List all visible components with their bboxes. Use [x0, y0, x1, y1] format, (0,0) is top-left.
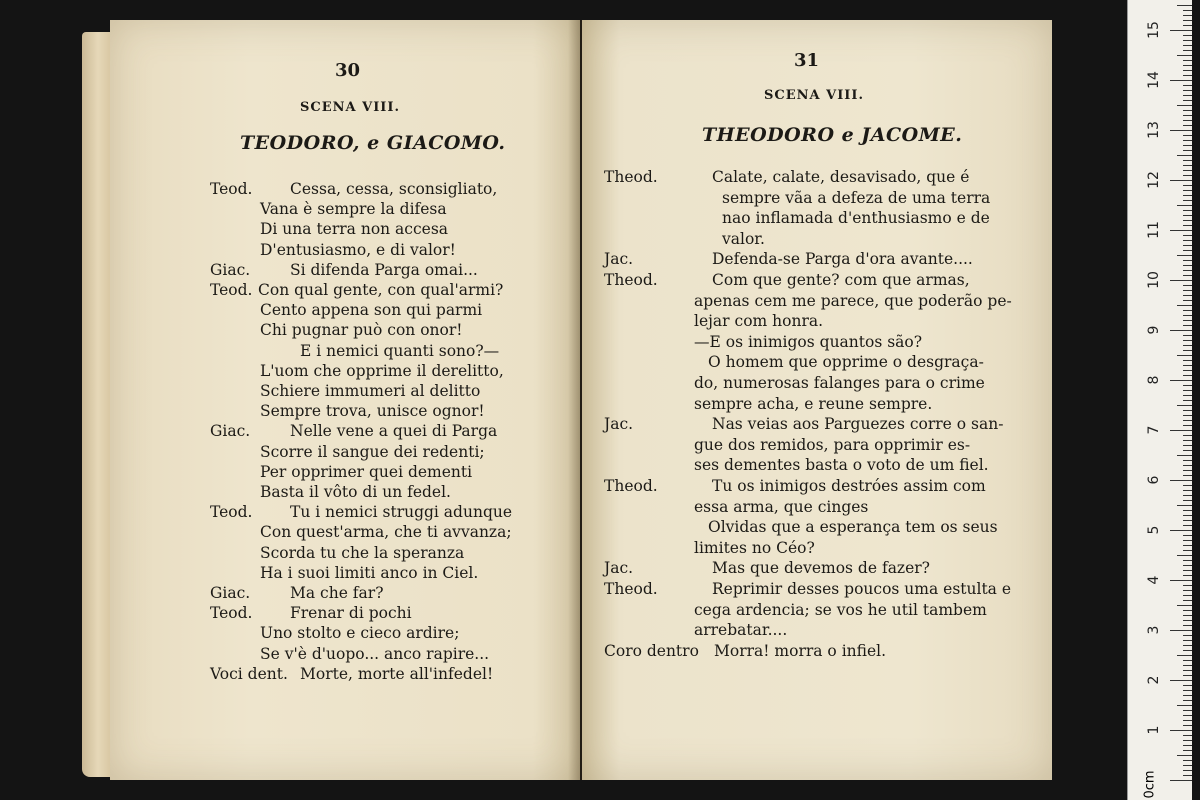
ruler-tick — [1183, 715, 1192, 716]
ruler-tick — [1183, 100, 1192, 101]
ruler-tick — [1183, 520, 1192, 521]
ruler-tick — [1183, 535, 1192, 536]
ruler-tick — [1183, 485, 1192, 486]
ruler-tick — [1183, 275, 1192, 276]
ruler-tick — [1183, 245, 1192, 246]
speaker-label: Giac. — [210, 260, 251, 279]
text-line: Vana è sempre la difesa — [260, 200, 447, 219]
speaker-label: Jac. — [604, 250, 634, 269]
text-line: —E os inimigos quantos são? — [694, 332, 923, 351]
ruler-tick — [1183, 310, 1192, 311]
ruler-tick — [1183, 70, 1192, 71]
text-line: do, numerosas falanges para o crime — [694, 374, 985, 392]
ruler-tick — [1183, 675, 1192, 676]
text-line: L'uom che opprime il derelitto, — [260, 361, 504, 380]
ruler-tick — [1183, 660, 1192, 661]
ruler-tick — [1170, 680, 1192, 681]
ruler-tick — [1183, 495, 1192, 496]
ruler-tick — [1177, 405, 1192, 406]
ruler-tick — [1183, 440, 1192, 441]
ruler-tick — [1183, 585, 1192, 586]
speaker-label: Jac. — [604, 415, 634, 434]
ruler-tick — [1183, 285, 1192, 286]
page-number: 31 — [794, 50, 820, 71]
ruler-tick — [1183, 160, 1192, 161]
text-line: Reprimir desses poucos uma estulta e — [712, 580, 1012, 598]
ruler-tick — [1177, 305, 1192, 306]
text-line: Morra! morra o infiel. — [714, 641, 887, 660]
ruler-tick — [1183, 125, 1192, 126]
ruler-tick — [1183, 410, 1192, 411]
ruler-tick — [1183, 220, 1192, 221]
ruler-tick — [1183, 710, 1192, 711]
ruler-tick — [1177, 355, 1192, 356]
ruler-tick — [1183, 575, 1192, 576]
ruler-tick — [1183, 165, 1192, 166]
text-line: Basta il vôto di un fedel. — [260, 483, 451, 501]
text-line: Scorda tu che la speranza — [260, 543, 465, 562]
ruler-tick — [1183, 35, 1192, 36]
left-page — [110, 20, 580, 780]
ruler-tick — [1183, 365, 1192, 366]
ruler-tick — [1170, 430, 1192, 431]
ruler-unit-label: 0cm — [1142, 770, 1158, 799]
ruler-tick — [1183, 170, 1192, 171]
ruler-tick — [1177, 605, 1192, 606]
ruler-tick — [1177, 555, 1192, 556]
ruler-tick — [1177, 505, 1192, 506]
ruler-tick — [1183, 250, 1192, 251]
ruler-tick — [1183, 290, 1192, 291]
ruler-tick — [1170, 380, 1192, 381]
ruler-tick — [1183, 770, 1192, 771]
ruler-tick — [1183, 525, 1192, 526]
ruler-tick — [1183, 735, 1192, 736]
ruler-tick — [1183, 325, 1192, 326]
ruler-tick — [1183, 590, 1192, 591]
ruler-tick — [1183, 540, 1192, 541]
speaker-label: Jac. — [604, 559, 634, 578]
speaker-label: Theod. — [604, 477, 658, 495]
ruler-tick — [1183, 65, 1192, 66]
ruler-number: 4 — [1146, 575, 1162, 585]
ruler-tick — [1183, 200, 1192, 201]
ruler-tick — [1183, 615, 1192, 616]
ruler-tick — [1183, 20, 1192, 21]
ruler-tick — [1177, 255, 1192, 256]
ruler-number: 13 — [1146, 121, 1162, 139]
ruler-tick — [1183, 600, 1192, 601]
ruler-tick — [1183, 395, 1192, 396]
ruler-tick — [1183, 90, 1192, 91]
text-line: nao inflamada d'enthusiasmo e de — [722, 209, 990, 228]
ruler-tick — [1183, 315, 1192, 316]
text-line: Defenda-se Parga d'ora avante.... — [712, 250, 973, 269]
ruler-tick — [1170, 730, 1192, 731]
text-line: valor. — [722, 229, 765, 248]
ruler-tick — [1183, 370, 1192, 371]
ruler-tick — [1183, 150, 1192, 151]
speaker-label: Teod. — [210, 180, 253, 198]
text-line: Cento appena son qui parmi — [260, 301, 483, 320]
right-page — [582, 20, 1052, 780]
ruler-tick — [1170, 80, 1192, 81]
ruler-tick — [1183, 75, 1192, 76]
ruler-tick — [1177, 205, 1192, 206]
ruler-tick — [1170, 280, 1192, 281]
text-line: Ha i suoi limiti anco in Ciel. — [260, 563, 479, 582]
ruler-tick — [1183, 110, 1192, 111]
ruler-tick — [1183, 345, 1192, 346]
text-line: essa arma, que cinges — [694, 497, 869, 516]
ruler-tick — [1183, 465, 1192, 466]
ruler-tick — [1183, 625, 1192, 626]
speaker-label: Teod. — [210, 281, 253, 299]
ruler-tick — [1183, 145, 1192, 146]
text-line: Con quest'arma, che ti avvanza; — [260, 523, 512, 542]
ruler-tick — [1170, 530, 1192, 531]
ruler-tick — [1177, 155, 1192, 156]
ruler-number: 1 — [1146, 725, 1162, 735]
text-line: Di una terra non accesa — [260, 220, 449, 239]
ruler-tick — [1183, 550, 1192, 551]
ruler-tick — [1183, 60, 1192, 61]
ruler-tick — [1183, 375, 1192, 376]
scene-title: SCENA VIII. — [764, 88, 864, 103]
ruler-tick — [1183, 50, 1192, 51]
ruler-number: 11 — [1146, 221, 1162, 239]
text-line: arrebatar.... — [694, 621, 788, 640]
ruler-tick — [1170, 780, 1192, 781]
ruler-tick — [1183, 10, 1192, 11]
ruler-tick — [1183, 470, 1192, 471]
ruler-tick — [1183, 360, 1192, 361]
ruler-number: 14 — [1146, 71, 1162, 89]
ruler-tick — [1170, 230, 1192, 231]
ruler-tick — [1170, 630, 1192, 631]
ruler-tick — [1183, 415, 1192, 416]
ruler-tick — [1183, 190, 1192, 191]
ruler-number: 7 — [1146, 425, 1162, 435]
ruler-tick — [1183, 240, 1192, 241]
ruler-tick — [1183, 120, 1192, 121]
speaker-label: Coro dentro — [604, 641, 699, 660]
ruler-tick — [1183, 450, 1192, 451]
ruler-tick — [1183, 185, 1192, 186]
text-line: Con qual gente, con qual'armi? — [258, 281, 504, 299]
open-book — [70, 12, 1070, 782]
text-line: Si difenda Parga omai... — [290, 260, 478, 279]
text-line: lejar com honra. — [694, 312, 824, 331]
ruler-tick — [1170, 180, 1192, 181]
text-line: Ma che far? — [290, 584, 384, 602]
ruler-tick — [1183, 40, 1192, 41]
text-line: Per opprimer quei dementi — [260, 462, 473, 481]
ruler-tick — [1183, 425, 1192, 426]
ruler-tick — [1183, 270, 1192, 271]
ruler-tick — [1183, 260, 1192, 261]
ruler-tick — [1177, 705, 1192, 706]
ruler-tick — [1170, 480, 1192, 481]
ruler-tick — [1183, 760, 1192, 761]
ruler-tick — [1183, 25, 1192, 26]
text-line: sempre acha, e reune sempre. — [694, 394, 933, 413]
ruler-number: 5 — [1146, 525, 1162, 535]
ruler-tick — [1183, 610, 1192, 611]
speaker-label: Giac. — [210, 422, 251, 441]
speaker-label: Voci dent. — [210, 664, 288, 683]
ruler-tick — [1183, 500, 1192, 501]
text-line: Tu i nemici struggi adunque — [290, 503, 513, 522]
ruler-tick — [1170, 580, 1192, 581]
ruler-tick — [1183, 670, 1192, 671]
text-line: Scorre il sangue dei redenti; — [260, 442, 485, 461]
scene-title: SCENA VIII. — [300, 100, 400, 115]
text-line: Sempre trova, unisce ognor! — [260, 402, 485, 421]
ruler-tick — [1177, 55, 1192, 56]
ruler-tick — [1183, 460, 1192, 461]
text-line: D'entusiasmo, e di valor! — [260, 240, 456, 259]
ruler-tick — [1183, 45, 1192, 46]
ruler-tick — [1183, 745, 1192, 746]
ruler-tick — [1183, 95, 1192, 96]
ruler-number: 2 — [1146, 675, 1162, 685]
ruler-tick — [1177, 455, 1192, 456]
ruler-tick — [1183, 400, 1192, 401]
ruler-tick — [1183, 620, 1192, 621]
ruler-number: 10 — [1146, 271, 1162, 289]
ruler-tick — [1183, 140, 1192, 141]
text-line: Com que gente? com que armas, — [712, 271, 970, 289]
ruler-tick — [1183, 300, 1192, 301]
measuring-ruler — [1127, 0, 1192, 800]
ruler-tick — [1183, 475, 1192, 476]
speaker-label: Giac. — [210, 584, 251, 602]
ruler-number: 9 — [1146, 325, 1162, 335]
ruler-tick — [1183, 515, 1192, 516]
ruler-tick — [1183, 335, 1192, 336]
ruler-tick — [1183, 765, 1192, 766]
ruler-tick — [1183, 225, 1192, 226]
ruler-tick — [1183, 390, 1192, 391]
ruler-tick — [1183, 720, 1192, 721]
ruler-tick — [1183, 560, 1192, 561]
text-line: ses dementes basta o voto de um fiel. — [694, 456, 989, 475]
ruler-tick — [1183, 740, 1192, 741]
ruler-tick — [1183, 195, 1192, 196]
text-line: Se v'è d'uopo... anco rapire... — [260, 644, 490, 663]
ruler-tick — [1177, 5, 1192, 6]
ruler-tick — [1170, 130, 1192, 131]
speaker-label: Teod. — [210, 503, 253, 522]
text-line: Mas que devemos de fazer? — [712, 559, 930, 578]
ruler-tick — [1183, 135, 1192, 136]
ruler-tick — [1183, 385, 1192, 386]
page-number: 30 — [335, 60, 361, 81]
ruler-tick — [1170, 330, 1192, 331]
text-line: Chi pugnar può con onor! — [260, 321, 463, 340]
ruler-number: 6 — [1146, 475, 1162, 485]
ruler-tick — [1177, 105, 1192, 106]
ruler-tick — [1183, 570, 1192, 571]
ruler-tick — [1183, 490, 1192, 491]
text-line: Calate, calate, desavisado, que é — [712, 168, 970, 186]
ruler-tick — [1183, 685, 1192, 686]
ruler-tick — [1183, 320, 1192, 321]
speaker-label: Theod. — [604, 168, 658, 186]
ruler-tick — [1183, 445, 1192, 446]
text-line: cega ardencia; se vos he util tambem — [694, 600, 987, 619]
ruler-tick — [1183, 510, 1192, 511]
ruler-tick — [1183, 420, 1192, 421]
ruler-tick — [1170, 30, 1192, 31]
ruler-tick — [1183, 690, 1192, 691]
text-line: Olvidas que a esperança tem os seus — [708, 518, 998, 537]
text-line: O homem que opprime o desgraça- — [708, 353, 984, 372]
ruler-tick — [1183, 635, 1192, 636]
ruler-number: 15 — [1146, 21, 1162, 39]
text-line: Morte, morte all'infedel! — [300, 664, 494, 683]
speaker-label: Teod. — [210, 604, 253, 623]
text-line: Uno stolto e cieco ardire; — [260, 624, 460, 643]
ruler-tick — [1183, 650, 1192, 651]
text-line: Cessa, cessa, sconsigliato, — [290, 180, 498, 198]
ruler-tick — [1183, 85, 1192, 86]
ruler-tick — [1183, 645, 1192, 646]
ruler-tick — [1183, 340, 1192, 341]
ruler-tick — [1183, 775, 1192, 776]
ruler-tick — [1183, 350, 1192, 351]
text-line: Nas veias aos Parguezes corre o san- — [712, 415, 1004, 434]
ruler-tick — [1183, 725, 1192, 726]
speaker-label: Theod. — [604, 580, 658, 598]
ruler-tick — [1183, 235, 1192, 236]
ruler-number: 12 — [1146, 171, 1162, 189]
ruler-tick — [1183, 215, 1192, 216]
ruler-tick — [1183, 750, 1192, 751]
ruler-number: 8 — [1146, 375, 1162, 385]
text-line: sempre vãa a defeza de uma terra — [722, 188, 991, 207]
ruler-tick — [1183, 15, 1192, 16]
ruler-tick — [1183, 435, 1192, 436]
ruler-tick — [1183, 695, 1192, 696]
ruler-tick — [1183, 700, 1192, 701]
ruler-tick — [1177, 755, 1192, 756]
text-line: Tu os inimigos destróes assim com — [712, 477, 986, 495]
scene-heading: THEODORO e JACOME. — [702, 124, 963, 146]
ruler-tick — [1183, 175, 1192, 176]
ruler-tick — [1183, 640, 1192, 641]
ruler-tick — [1183, 665, 1192, 666]
ruler-tick — [1183, 545, 1192, 546]
text-line: Nelle vene a quei di Parga — [290, 422, 498, 441]
ruler-tick — [1183, 115, 1192, 116]
ruler-tick — [1183, 565, 1192, 566]
ruler-tick — [1177, 655, 1192, 656]
speaker-label: Theod. — [604, 271, 658, 289]
text-line: apenas cem me parece, que poderão pe- — [694, 291, 1012, 310]
ruler-tick — [1183, 265, 1192, 266]
scene-heading: TEODORO, e GIACOMO. — [240, 132, 506, 154]
text-line: gue dos remidos, para opprimir es- — [694, 435, 971, 454]
text-line: Schiere immumeri al delitto — [260, 382, 481, 400]
ruler-tick — [1183, 595, 1192, 596]
text-line: limites no Céo? — [694, 538, 815, 557]
ruler-tick — [1183, 295, 1192, 296]
ruler-number: 3 — [1146, 625, 1162, 635]
text-line: E i nemici quanti sono?— — [300, 341, 500, 360]
ruler-tick — [1183, 210, 1192, 211]
text-line: Frenar di pochi — [290, 604, 412, 623]
